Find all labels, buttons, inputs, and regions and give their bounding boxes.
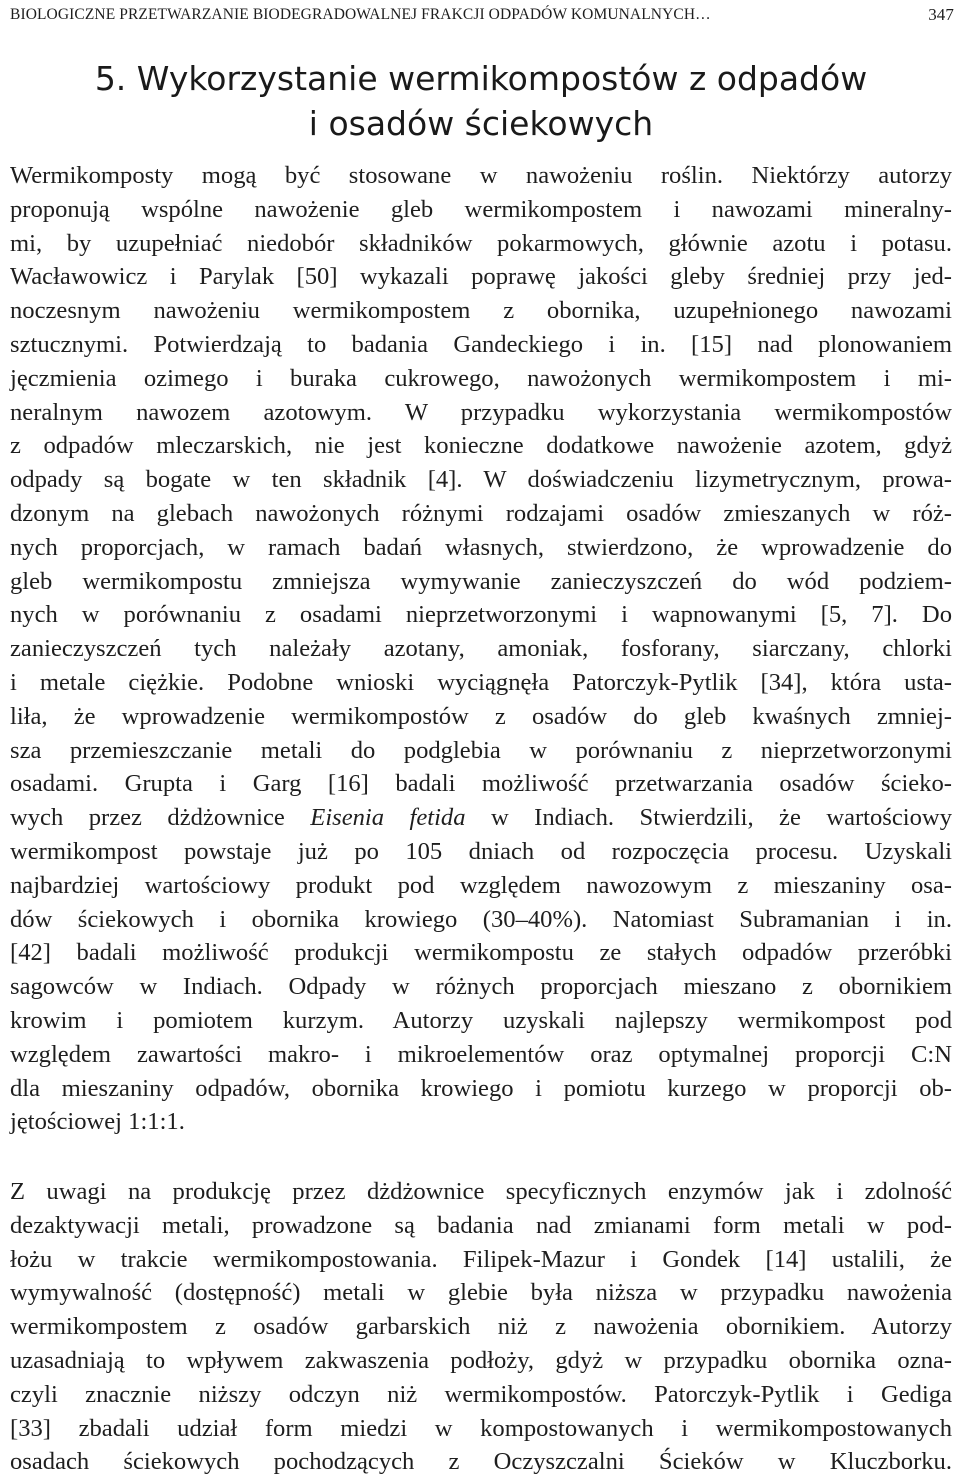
text-line: Wacławowicz i Parylak [50] wykazali poprawę jakości gleby średniej przy jed- bbox=[10, 263, 952, 291]
text-line: osadach ściekowych pochodzących z Oczyszczalni Ścieków w Kluczborku. bbox=[10, 1448, 952, 1476]
text-line: odpady są bogate w ten składnik [4]. W doświadczeniu lizymetrycznym, prowa- bbox=[10, 466, 952, 494]
text-line: wermikompostem z osadów garbarskich niż z nawożenia obornikiem. Autorzy bbox=[10, 1313, 952, 1341]
species-name: Eisenia fetida bbox=[310, 804, 466, 832]
section-heading-line: 5. Wykorzystanie wermikompostów z odpadów bbox=[94, 59, 868, 98]
text-line: sza przemieszczanie metali do podglebia w porównaniu z nieprzetworzonymi bbox=[10, 736, 952, 764]
text-line: wymywalność (dostępność) metali w glebie była niższa w przypadku nawożenia bbox=[10, 1279, 952, 1307]
text-line: dla mieszaniny odpadów, obornika krowiego i pomiotu kurzego w proporcji ob- bbox=[10, 1074, 952, 1102]
text-line: Wermikomposty mogą być stosowane w nawożeniu roślin. Niektórzy autorzy bbox=[10, 162, 952, 189]
section-heading-line: i osadów ściekowych bbox=[308, 104, 654, 143]
text-line: najbardziej wartościowy produkt pod względem nawozowym z mieszaniny osa- bbox=[10, 871, 952, 899]
text-line: [33] zbadali udział form miedzi w kompostowanych i wermikompostowanych bbox=[10, 1414, 952, 1442]
text-line: łożu w trakcie wermikompostowania. Filipek-Mazur i Gondek [14] ustalili, że bbox=[10, 1245, 952, 1273]
section-heading bbox=[10, 56, 952, 146]
text-line: czyli znacznie niższy odczyn niż wermikompostów. Patorczyk-Pytlik i Gediga bbox=[10, 1380, 952, 1408]
text-line: neralnym nawozem azotowym. W przypadku wykorzystania wermikompostów bbox=[10, 398, 952, 426]
text-line: względem zawartości makro- i mikroelementów oraz optymalnej proporcji C:N bbox=[10, 1040, 952, 1068]
text-line: uzasadniają to wpływem zakwaszenia podłoży, gdyż w przypadku obornika ozna- bbox=[10, 1346, 952, 1374]
text-line: [42] badali możliwość produkcji wermikompostu ze stałych odpadów przeróbki bbox=[10, 939, 952, 967]
text-line: nych w porównaniu z osadami nieprzetworzonymi i wapnowanymi [5, 7]. Do bbox=[10, 601, 952, 629]
body-paragraph-1 bbox=[10, 159, 952, 1139]
text-line: proponują wspólne nawożenie gleb wermikompostem i nawozami mineralny- bbox=[10, 195, 952, 223]
text-line: dzonym na glebach nawożonych różnymi rodzajami osadów zmieszanych w róż- bbox=[10, 499, 952, 527]
body-paragraph-2 bbox=[10, 1175, 952, 1479]
text-line: jęczmienia ozimego i buraka cukrowego, nawożonych wermikompostem i mi- bbox=[10, 364, 952, 392]
text-segment: wych przez dżdżownice bbox=[10, 804, 311, 832]
text-line: krowim i pomiotem kurzym. Autorzy uzyskali najlepszy wermikompost pod bbox=[10, 1006, 952, 1034]
running-head bbox=[10, 6, 952, 26]
text-line: Z uwagi na produkcję przez dżdżownice specyficznych enzymów jak i zdolność bbox=[10, 1178, 952, 1205]
text-line: mi, by uzupełniać niedobór składników pokarmowych, głównie azotu i potasu. bbox=[10, 229, 952, 257]
text-line: dezaktywacji metali, prowadzone są badania nad zmianami form metali w pod- bbox=[10, 1211, 952, 1239]
text-line: osadami. Grupta i Garg [16] badali możliwość przetwarzania osadów ścieko- bbox=[10, 770, 952, 798]
text-line: jętościowej 1:1:1. bbox=[10, 1108, 185, 1136]
text-line: sagowców w Indiach. Odpady w różnych proporcjach mieszano z obornikiem bbox=[10, 973, 952, 1001]
text-line: z odpadów mleczarskich, nie jest konieczne dodatkowe nawożenie azotem, gdyż bbox=[10, 432, 952, 460]
text-line: i metale ciężkie. Podobne wnioski wyciągnęła Patorczyk-Pytlik [34], która usta- bbox=[10, 668, 952, 696]
text-line: wermikompost powstaje już po 105 dniach od rozpoczęcia procesu. Uzyskali bbox=[10, 837, 952, 865]
text-line: nych proporcjach, w ramach badań własnych, stwierdzono, że wprowadzenie do bbox=[10, 533, 952, 561]
text-line: noczesnym nawożeniu wermikompostem z obornika, uzupełnionego nawozami bbox=[10, 297, 952, 325]
text-line: dów ściekowych i obornika krowiego (30–40%). Natomiast Subramanian i in. bbox=[10, 905, 952, 933]
text-line: sztucznymi. Potwierdzają to badania Gandeckiego i in. [15] nad plonowaniem bbox=[10, 330, 952, 358]
text-segment: w Indiach. Stwierdzili, że wartościowy bbox=[465, 804, 952, 832]
page-number: 347 bbox=[928, 5, 954, 24]
running-head-title: BIOLOGICZNE PRZETWARZANIE BIODEGRADOWALNEJ FRAKCJI ODPADÓW KOMUNALNYCH… bbox=[10, 6, 711, 23]
text-line-with-species bbox=[10, 801, 952, 835]
text-line: liła, że wprowadzenie wermikompostów z osadów do gleb kwaśnych zmniej- bbox=[10, 702, 952, 730]
text-line: zanieczyszczeń tych należały azotany, amoniak, fosforany, siarczany, chlorki bbox=[10, 635, 952, 663]
text-line: gleb wermikompostu zmniejsza wymywanie zanieczyszczeń do wód podziem- bbox=[10, 567, 952, 595]
